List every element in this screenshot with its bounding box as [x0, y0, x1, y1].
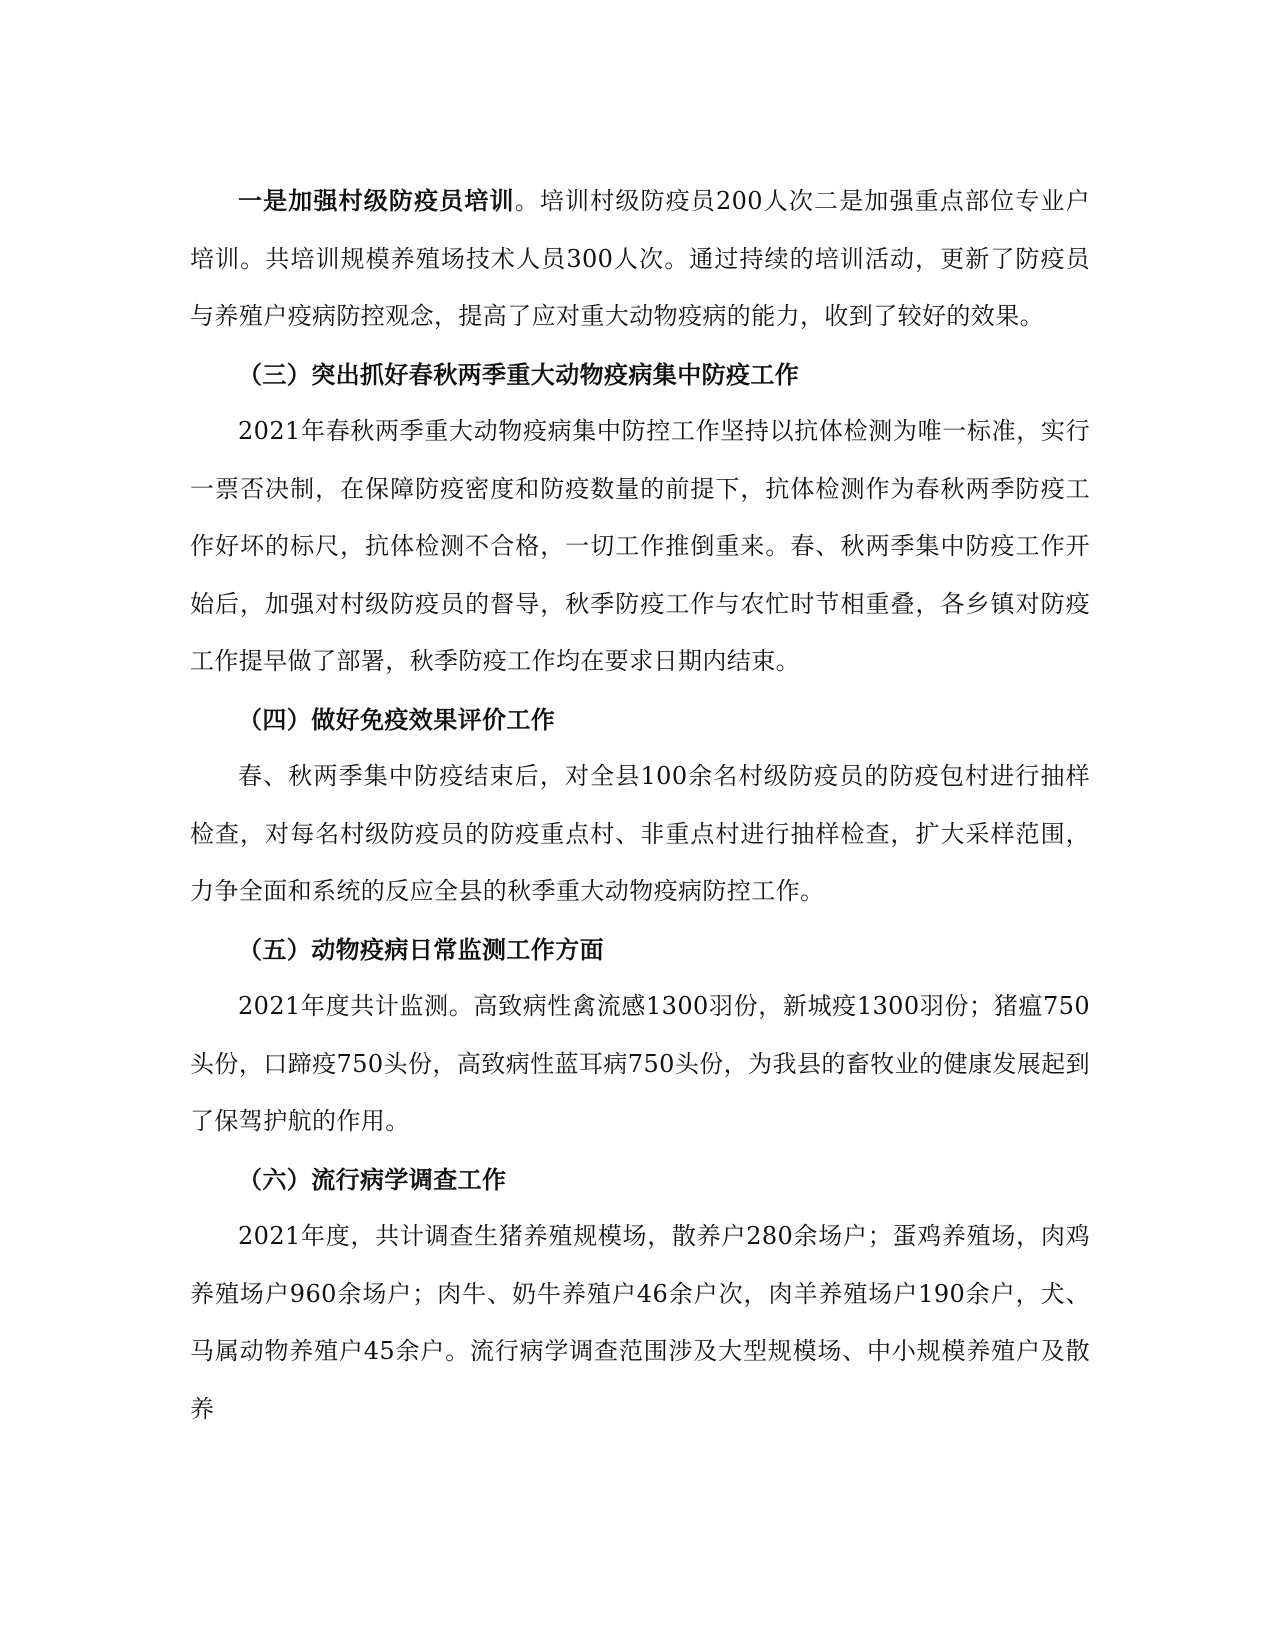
paragraph-monitoring: 2021年度共计监测。高致病性禽流感1300羽份，新城疫1300羽份；猪瘟750头份，口蹄疫750头份，高致病性蓝耳病750头份，为我县的畜牧业的健康发展起到了保驾护航的作用。 [190, 992, 1090, 1135]
section-heading-6: （六）流行病学调查工作 [238, 1164, 507, 1194]
paragraph-spring-autumn: 2021年春秋两季重大动物疫病集中防控工作坚持以抗体检测为唯一标准，实行一票否决制，在保障防疫密度和防疫数量的前提下，抗体检测作为春秋两季防疫工作好坏的标尺，抗体检测不合格，一切工作推倒重来。春、秋两季集中防疫工作开始后，加强对村级防疫员的督导，秋季防疫工作与农忙时节相重叠，各乡镇对防疫工作提早做了部署，秋季防疫工作均在要求日期内结束。 [190, 417, 1090, 675]
paragraph-training [190, 172, 1090, 346]
paragraph-evaluation: 春、秋两季集中防疫结束后，对全县100余名村级防疫员的防疫包村进行抽样检查，对每名村级防疫员的防疫重点村、非重点村进行抽样检查，扩大采样范围，力争全面和系统的反应全县的秋季重大动物疫病防控工作。 [190, 762, 1090, 905]
section-heading-4: （四）做好免疫效果评价工作 [238, 704, 556, 734]
paragraph-epidemiology: 2021年度，共计调查生猪养殖规模场，散养户280余场户；蛋鸡养殖场，肉鸡养殖场户960余场户；肉牛、奶牛养殖户46余户次，肉羊养殖场户190余户，犬、马属动物养殖户45余户。流行病学调查范围涉及大型规模场、中小规模养殖户及散养 [190, 1222, 1090, 1423]
document-body [190, 172, 1090, 1438]
paragraph-lead: 一是加强村级防疫员培训 [238, 186, 515, 215]
paragraph-text: 。培训村级防疫员200人次二是加强重点部位专业户培训。共培训规模养殖场技术人员300人次。通过持续的培训活动，更新了防疫员与养殖户疫病防控观念，提高了应对重大动物疫病的能力，收到了较好的效果。 [190, 187, 1090, 330]
section-heading-5: （五）动物疫病日常监测工作方面 [238, 934, 604, 964]
section-heading-3: （三）突出抓好春秋两季重大动物疫病集中防疫工作 [238, 359, 800, 389]
